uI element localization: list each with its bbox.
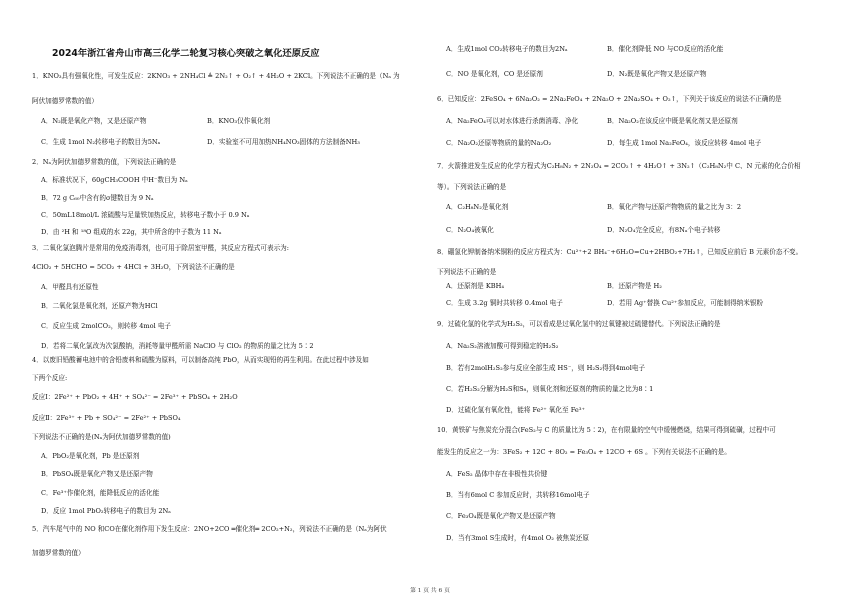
question-4-option-a: A．PbO₂是氧化剂，Pb 是还原剂 xyxy=(41,452,140,460)
question-7-stem: 7．火箭推进发生反应的化学方程式为C₂H₈N₂ + 2N₂O₄ = 2CO₂↑ + 4H₂O↑ + 3N₂↑（C₂H₈N₂中 C、N 元素的化合价相 xyxy=(437,162,801,170)
question-3-stem: 3．二氧化氯泡腾片是常用的免疫消毒剂，也可用于除居室甲醛，其反应方程式可表示为: xyxy=(32,244,289,252)
question-7-option-a: A．C₂H₈N₂是氧化剂 xyxy=(446,203,509,211)
question-10-option-d: D．当有3mol S生成时，有4mol O₂ 被焦炭还原 xyxy=(446,534,589,542)
question-10-option-c: C．Fe₃O₄既是氧化产物又是还原产物 xyxy=(446,512,556,520)
question-6-stem: 6．已知反应：2FeSO₄ + 6Na₂O₂ = 2Na₂FeO₄ + 2Na₂O + 2Na₂SO₄ + O₂↑，下列关于该反应的说法不正确的是 xyxy=(437,95,782,103)
question-4-reaction-1: 反应Ⅰ：2Fe²⁺ + PbO₂ + 4H⁺ + SO₄²⁻ = 2Fe³⁺ + PbSO₄ + 2H₂O xyxy=(32,393,238,401)
question-6-option-b: B．Na₂O₂在该反应中既是氧化剂又是还原剂 xyxy=(607,117,738,125)
question-4-option-b: B．PbSO₄既是氧化产物又是还原产物 xyxy=(41,470,153,478)
question-9-stem: 9．过硫化氢的化学式为H₂S₂，可以看成是过氧化氢中的过氧键被过硫键替代。下列说法正确的是 xyxy=(437,320,721,328)
question-1-stem: 1．KNO₃具有强氧化性，可发生反应：2KNO₃ + 2NH₄Cl ≜ 2N₂↑ + O₂↑ + 4H₂O + 2KCl。下列说法不正确的是（Nₐ 为 xyxy=(32,72,400,80)
question-5-stem: 5．汽车尾气中的 NO 和CO在催化剂作用下发生反应：2NO+2CO ═催化剂═ 2CO₂+N₂，列说法不正确的是（Nₐ为阿伏 xyxy=(32,525,387,533)
question-8-option-a: A．还原剂是 KBH₄ xyxy=(446,282,504,290)
question-2-option-a: A．标准状况下，60gCH₃COOH 中H⁻数目为 Nₐ xyxy=(41,176,188,184)
question-7-option-b: B．氧化产物与还原产物物质的量之比为 3：2 xyxy=(607,203,742,211)
question-6-option-c: C．Na₂O₂还原等物质的量的Na₂O₂ xyxy=(446,139,552,147)
question-5-option-c: C．NO 是氧化剂，CO 是还原剂 xyxy=(446,70,543,78)
question-3-option-c: C．反应生成 2molCO₂，则转移 4mol 电子 xyxy=(41,322,172,330)
question-7-stem-cont: 等）。下列说法正确的是 xyxy=(437,183,507,191)
question-4-stem: 4．以废旧铅酸蓄电池中的含铅废料和硫酸为原料，可以制备高纯 PbO，从而实现铅的再生利用。在此过程中涉及如 xyxy=(32,356,369,364)
question-1-stem-cont: 阿伏加德罗常数的值） xyxy=(32,97,98,105)
question-6-option-d: D．每生成 1mol Na₂FeO₄，该反应转移 4mol 电子 xyxy=(607,139,762,147)
question-4-stem-cont: 下两个反应: xyxy=(32,374,68,382)
page-footer: 第 1 页 共 6 页 xyxy=(410,588,450,594)
question-10-option-a: A．FeS₂ 晶体中存在非极性共价键 xyxy=(446,470,548,478)
question-5-option-b: B．催化剂降低 NO 与CO反应的活化能 xyxy=(607,45,724,53)
question-8-stem-cont: 下列说法不正确的是 xyxy=(437,268,497,276)
question-4-option-d: D．反应 1mol PbO₂转移电子的数目为 2Nₐ xyxy=(41,507,171,515)
question-1-option-a: A．N₂既是氧化产物，又是还原产物 xyxy=(41,117,147,125)
question-3-option-a: A．甲醛具有还原性 xyxy=(41,283,99,291)
question-8-option-b: B．还原产物是 H₂ xyxy=(607,282,662,290)
question-4-reaction-2: 反应Ⅱ：2Fe³⁺ + Pb + SO₄²⁻ = 2Fe²⁺ + PbSO₄ xyxy=(32,414,181,422)
question-8-stem: 8．硼氢化钾制备纳米铜粉的反应方程式为：Cu²⁺+2 BH₄⁻+6H₂O=Cu+2HBO₂+7H₂↑，已知反应前后 B 元素价态不变。 xyxy=(437,248,803,256)
question-5-stem-cont: 加德罗常数的值） xyxy=(32,549,85,557)
question-4-option-c: C．Fe³⁺作催化剂，能降低反应的活化能 xyxy=(41,489,160,497)
question-1-option-d: D．实验室不可用加热NH₄NO₃固体的方法制备NH₃ xyxy=(207,138,360,146)
question-7-option-c: C．N₂O₄被氧化 xyxy=(446,226,494,234)
question-9-option-a: A．Na₂S₂溶液加酸可得到稳定的H₂S₂ xyxy=(446,342,559,350)
question-8-option-c: C．生成 3.2g 铜时共转移 0.4mol 电子 xyxy=(446,299,563,307)
question-3-option-b: B．二氧化氯是氧化剂，还原产物为HCl xyxy=(41,302,158,310)
question-5-option-d: D．N₂既是氧化产物又是还原产物 xyxy=(607,70,707,78)
question-3-option-d: D．若将二氧化氯改为次氯酸钠，消耗等量甲醛所需 NaClO 与 ClO₂ 的物质的量之比为 5∶2 xyxy=(41,342,314,350)
question-1-option-b: B．KNO₃仅作氧化剂 xyxy=(207,117,271,125)
page-title: 2024年浙江省舟山市高三化学二轮复习核心突破之氧化还原反应 xyxy=(52,48,320,59)
question-8-option-d: D．若用 Ag⁺替换 Cu²⁺参加反应，可能制得纳米银粉 xyxy=(607,299,764,307)
question-2-option-c: C．50mL18mol/L 浓硫酸与足量铁加热反应，转移电子数小于 0.9 Nₐ xyxy=(41,211,250,219)
question-10-stem: 10．黄铁矿与焦炭充分混合(FeS₂与 C 的质量比为 5∶2)，在有限量的空气中缓慢燃烧，结果可得到硫磺，过程中可 xyxy=(437,426,776,434)
question-10-stem-cont: 能发生的反应之一为：3FeS₂ + 12C + 8O₂ = Fe₃O₄ + 12CO + 6S 。下列有关说法不正确的是。 xyxy=(437,448,731,456)
question-7-option-d: D．N₂O₄完全反应，有8Nₐ个电子转移 xyxy=(607,226,721,234)
question-6-option-a: A．Na₂FeO₄可以对水体进行杀菌消毒、净化 xyxy=(446,117,579,125)
question-9-option-d: D．过硫化氢有氧化性，能将 Fe²⁺ 氧化至 Fe³⁺ xyxy=(446,406,585,414)
question-9-option-c: C．若H₂S₂分解为H₂S和S₈，则氧化剂和还原剂的物质的量之比为8∶1 xyxy=(446,385,654,393)
question-2-stem: 2．Nₐ为阿伏加德罗常数的值，下列说法正确的是 xyxy=(32,158,177,166)
question-2-option-b: B．72 g C₆₀中含有的σ键数目为 9 Nₐ xyxy=(41,194,154,202)
question-10-option-b: B．当有6mol C 参加反应时，共转移16mol电子 xyxy=(446,491,590,499)
question-5-option-a: A．生成1mol CO₂转移电子的数目为2Nₐ xyxy=(446,45,568,53)
question-4-prompt: 下列说法不正确的是(Nₐ为阿伏加德罗常数的值) xyxy=(32,433,171,441)
question-9-option-b: B．若有2molH₂S₂参与反应全部生成 HS⁻，则 H₂S₂得到4mol电子 xyxy=(446,364,646,372)
question-1-option-c: C．生成 1mol N₂转移电子的数目为5Nₐ xyxy=(41,138,161,146)
question-2-option-d: D．由 ²H 和 ¹⁸O 组成的水 22g，其中所含的中子数为 11 Nₐ xyxy=(41,228,222,236)
question-3-equation: 4ClO₂ + 5HCHO = 5CO₂ + 4HCl + 3H₂O，下列说法不正确的是 xyxy=(32,263,235,271)
